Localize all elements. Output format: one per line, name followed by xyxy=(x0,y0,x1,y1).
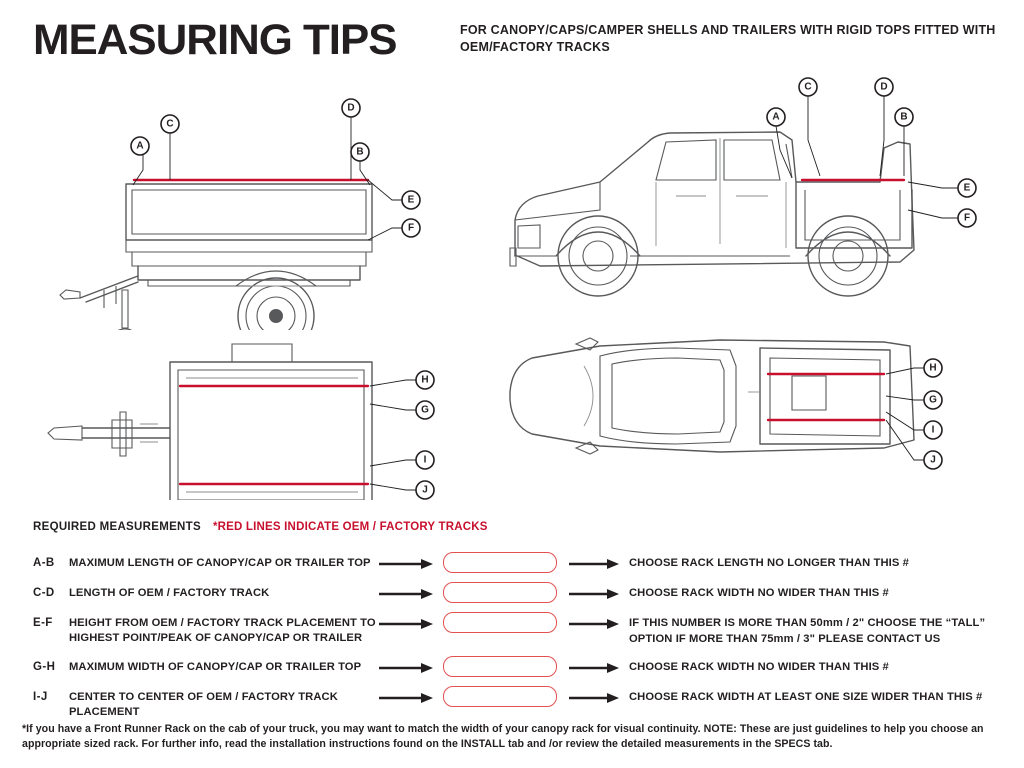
measurement-input[interactable] xyxy=(443,686,557,707)
svg-text:B: B xyxy=(900,111,908,123)
svg-text:F: F xyxy=(407,222,415,234)
table-row xyxy=(33,656,993,677)
measurement-code: C-D xyxy=(33,587,55,599)
trailer-side-callouts xyxy=(131,99,420,237)
svg-text:E: E xyxy=(963,182,971,194)
measurement-result: CHOOSE RACK WIDTH AT LEAST ONE SIZE WIDER THAN THIS # xyxy=(629,691,983,704)
arrow-to-result xyxy=(569,582,629,600)
trailer-side-view-diagram xyxy=(20,80,460,330)
arrow-to-field xyxy=(379,612,443,630)
svg-text:D: D xyxy=(880,81,888,93)
measurement-description: MAXIMUM LENGTH OF CANOPY/CAP OR TRAILER TOP xyxy=(69,557,371,569)
arrow-to-field xyxy=(379,582,443,600)
svg-text:C: C xyxy=(166,118,174,130)
measurement-input[interactable] xyxy=(443,656,557,677)
measurement-input-wrapper xyxy=(443,582,569,603)
trailer-top-view-diagram xyxy=(20,300,460,500)
truck-side-view-diagram xyxy=(480,70,1000,320)
measurement-description: HEIGHT FROM OEM / FACTORY TRACK PLACEMENT TO HIGHEST POINT/PEAK OF CANOPY/CAP OR TRAILER xyxy=(69,617,376,645)
footnote: *If you have a Front Runner Rack on the cab of your truck, you may want to match the width of your canopy rack for visual continuity. NOTE: These are just guidelines to help you choose an appropriate sized rack. For further info, read the installation instructions found on the INSTALL tab and /or review the detailed measurements in the SPECS tab. xyxy=(22,723,984,751)
measurement-input-wrapper xyxy=(443,656,569,677)
svg-text:H: H xyxy=(421,374,429,386)
page-title: MEASURING TIPS xyxy=(33,16,397,64)
svg-text:E: E xyxy=(407,194,415,206)
diagram-area xyxy=(0,60,1024,510)
svg-text:G: G xyxy=(929,394,937,406)
measurement-code: A-B xyxy=(33,557,55,569)
legend-title: REQUIRED MEASUREMENTS xyxy=(33,521,201,533)
arrow-to-result xyxy=(569,612,629,630)
arrow-to-result xyxy=(569,656,629,674)
measurement-result: CHOOSE RACK WIDTH NO WIDER THAN THIS # xyxy=(629,661,889,674)
truck-top-view-diagram xyxy=(480,300,1000,500)
svg-text:F: F xyxy=(963,212,971,224)
svg-text:B: B xyxy=(356,146,364,158)
svg-text:A: A xyxy=(772,111,780,123)
measurement-result: CHOOSE RACK LENGTH NO LONGER THAN THIS # xyxy=(629,557,909,569)
svg-text:C: C xyxy=(804,81,812,93)
svg-text:I: I xyxy=(931,424,935,436)
legend-note: *RED LINES INDICATE OEM / FACTORY TRACKS xyxy=(212,521,488,533)
svg-text:H: H xyxy=(929,362,937,374)
svg-text:J: J xyxy=(422,484,428,496)
truck-top-callouts xyxy=(924,359,942,469)
svg-text:D: D xyxy=(347,102,355,114)
truck-side-callouts xyxy=(767,78,976,227)
table-row xyxy=(33,686,993,720)
measurement-input-wrapper xyxy=(443,686,569,707)
legend xyxy=(33,521,993,533)
measurement-input[interactable] xyxy=(443,582,557,603)
measurement-code: I-J xyxy=(33,691,48,704)
arrow-to-field xyxy=(379,656,443,674)
measurement-code: E-F xyxy=(33,617,53,629)
svg-text:J: J xyxy=(930,454,936,466)
arrow-to-result xyxy=(569,552,629,570)
arrow-to-field xyxy=(379,552,443,570)
measurement-description: CENTER TO CENTER OF OEM / FACTORY TRACK PLACEMENT xyxy=(69,691,338,719)
measurements-table xyxy=(33,552,993,730)
svg-text:I: I xyxy=(423,454,427,466)
measurement-result: CHOOSE RACK WIDTH NO WIDER THAN THIS # xyxy=(629,587,889,599)
table-row xyxy=(33,612,993,647)
measurement-input-wrapper xyxy=(443,552,569,573)
measurement-code: G-H xyxy=(33,661,56,674)
trailer-top-callouts xyxy=(416,371,434,499)
arrow-to-field xyxy=(379,686,443,704)
page-subtitle: FOR CANOPY/CAPS/CAMPER SHELLS AND TRAILERS WITH RIGID TOPS FITTED WITH OEM/FACTORY TRACKS xyxy=(460,23,996,54)
table-row xyxy=(33,582,993,603)
table-row xyxy=(33,552,993,573)
measurement-description: MAXIMUM WIDTH OF CANOPY/CAP OR TRAILER TOP xyxy=(69,661,362,674)
measurement-result: IF THIS NUMBER IS MORE THAN 50mm / 2" CHOOSE THE “TALL” OPTION IF MORE THAN 75mm / 3" PLEASE CONTACT US xyxy=(629,617,986,645)
measurement-description: LENGTH OF OEM / FACTORY TRACK xyxy=(69,587,270,599)
arrow-to-result xyxy=(569,686,629,704)
measurement-input[interactable] xyxy=(443,612,557,633)
svg-text:A: A xyxy=(136,140,144,152)
measurement-input[interactable] xyxy=(443,552,557,573)
measurement-input-wrapper xyxy=(443,612,569,633)
svg-text:G: G xyxy=(421,404,429,416)
